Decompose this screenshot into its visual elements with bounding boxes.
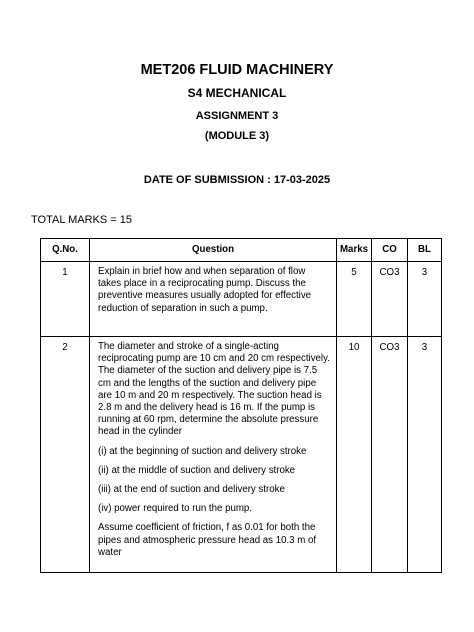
- class-name: S4 MECHANICAL: [187, 86, 287, 100]
- header-co: CO: [372, 239, 408, 262]
- course-title: MET206 FLUID MACHINERY: [140, 62, 334, 78]
- question-table: [40, 238, 442, 573]
- marks-value: 5: [337, 262, 372, 337]
- marks-value: 10: [337, 337, 372, 573]
- question-part: (iv) power required to run the pump.: [98, 503, 252, 515]
- header-bl: BL: [408, 239, 442, 262]
- bl-value: 3: [408, 262, 442, 337]
- question-number: 1: [41, 262, 90, 337]
- submission-date: DATE OF SUBMISSION : 17-03-2025: [143, 174, 331, 186]
- question-cell: [90, 262, 337, 337]
- question-cell: [90, 337, 337, 573]
- header-qno: Q.No.: [41, 239, 90, 262]
- question-part: (iii) at the end of suction and delivery stroke: [98, 484, 285, 496]
- assignment-title: ASSIGNMENT 3: [195, 110, 279, 122]
- question-number: 2: [41, 337, 90, 573]
- question-part: (i) at the beginning of suction and delivery stroke: [98, 445, 307, 457]
- question-text: The diameter and stroke of a single-acting reciprocating pump are 10 cm and 20 cm respectively. The diameter of the suction and delivery pipe is 7.5 cm and the lengths of the suction and delivery pipe are 10 m and 20 m respectively. The suction head is 2.8 m and the delivery head is 16 m. If the pump is running at 60 rpm, determine the absolute pressure head in the cylinder: [98, 341, 330, 438]
- table-row: [41, 337, 442, 573]
- bl-value: 3: [408, 337, 442, 573]
- co-value: CO3: [372, 262, 408, 337]
- table-row: [41, 262, 442, 337]
- question-text: Explain in brief how and when separation of flow takes place in a reciprocating pump. Discuss the preventive measures usually adopted for effective reduction of separation in such a pump.: [98, 266, 312, 314]
- table-header-row: [41, 239, 442, 262]
- total-marks: TOTAL MARKS = 15: [31, 214, 132, 226]
- question-part: (ii) at the middle of suction and delivery stroke: [98, 464, 296, 476]
- header-question: Question: [90, 239, 337, 262]
- module-label: (MODULE 3): [204, 130, 270, 142]
- question-note: Assume coefficient of friction, f as 0.01 for both the pipes and atmospheric pressure head as 10.3 m of water: [98, 522, 317, 558]
- co-value: CO3: [372, 337, 408, 573]
- header-marks: Marks: [337, 239, 372, 262]
